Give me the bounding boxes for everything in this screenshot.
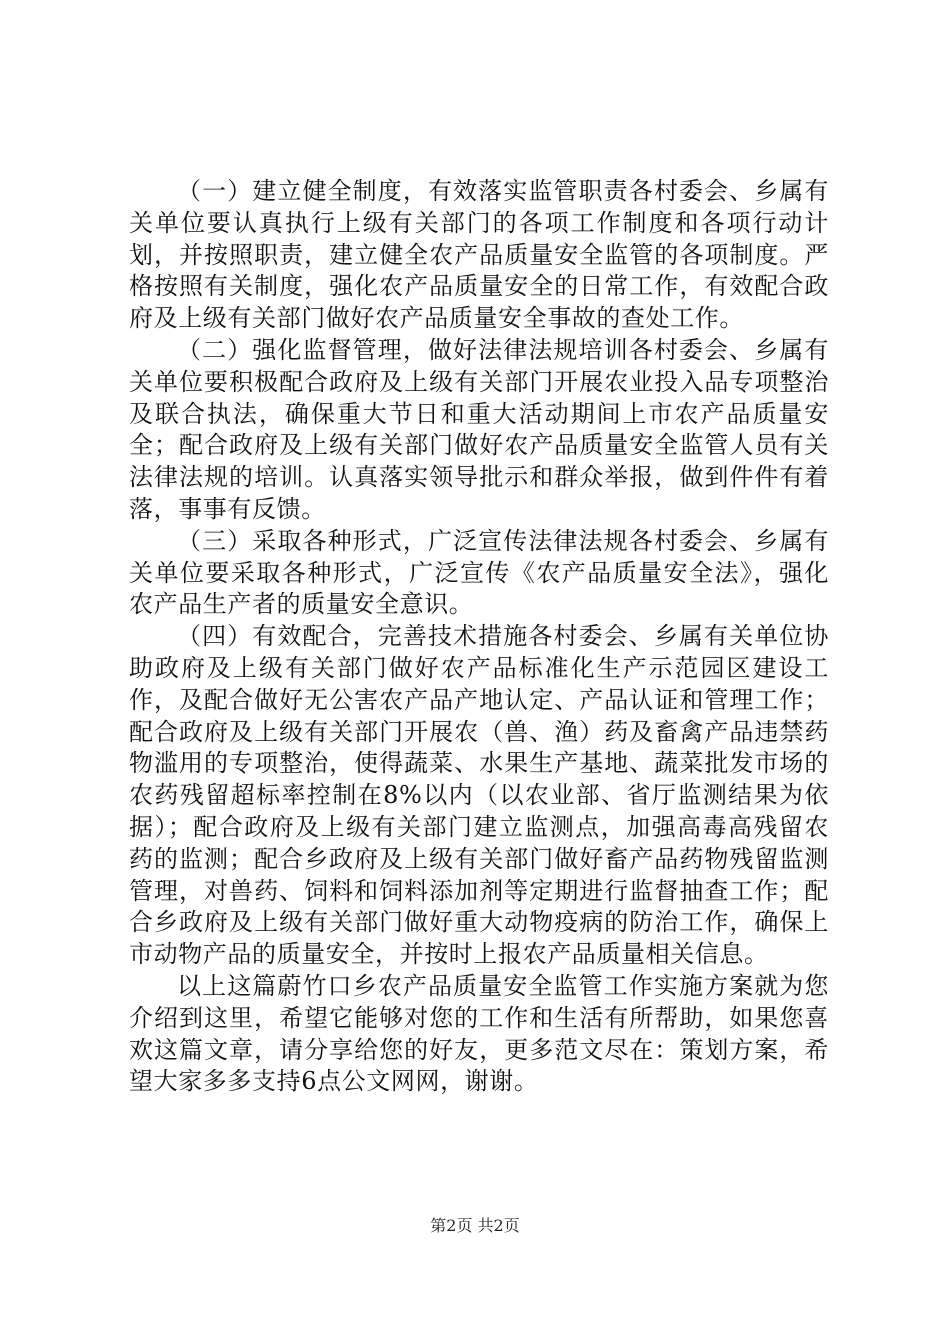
document-body <box>129 176 829 1098</box>
paragraph-section-3: （三）采取各种形式，广泛宣传法律法规各村委会、乡属有关单位要采取各种形式，广泛宣传《农产品质量安全法》，强化农产品生产者的质量安全意识。 <box>129 526 829 619</box>
paragraph-section-1: （一）建立健全制度，有效落实监管职责各村委会、乡属有关单位要认真执行上级有关部门的各项工作制度和各项行动计划，并按照职责，建立健全农产品质量安全监管的各项制度。严格按照有关制度，强化农产品质量安全的日常工作，有效配合政府及上级有关部门做好农产品质量安全事故的查处工作。 <box>129 177 829 333</box>
paragraph-section-2: （二）强化监督管理，做好法律法规培训各村委会、乡属有关单位要积极配合政府及上级有关部门开展农业投入品专项整治及联合执法，确保重大节日和重大活动期间上市农产品质量安全；配合政府及上级有关部门做好农产品质量安全监管人员有关法律法规的培训。认真落实领导批示和群众举报，做到件件有着落，事事有反馈。 <box>129 335 829 523</box>
paragraph-closing: 以上这篇蔚竹口乡农产品质量安全监管工作实施方案就为您介绍到这里，希望它能够对您的工作和生活有所帮助，如果您喜欢这篇文章，请分享给您的好友，更多范文尽在：策划方案，希望大家多多支持6点公文网网，谢谢。 <box>129 971 829 1096</box>
paragraph-section-4: （四）有效配合，完善技术措施各村委会、乡属有关单位协助政府及上级有关部门做好农产品标准化生产示范园区建设工作，及配合做好无公害农产品产地认定、产品认证和管理工作；配合政府及上级有关部门开展农（兽、渔）药及畜禽产品违禁药物滥用的专项整治，使得蔬菜、水果生产基地、蔬菜批发市场的农药残留超标率控制在8%以内（以农业部、省厅监测结果为依据）；配合政府及上级有关部门建立监测点，加强高毒高残留农药的监测；配合乡政府及上级有关部门做好畜产品药物残留监测管理，对兽药、饲料和饲料添加剂等定期进行监督抽查工作；配合乡政府及上级有关部门做好重大动物疫病的防治工作，确保上市动物产品的质量安全，并按时上报农产品质量相关信息。 <box>129 622 829 969</box>
page-number-footer: 第2页 共2页 <box>430 1216 520 1235</box>
